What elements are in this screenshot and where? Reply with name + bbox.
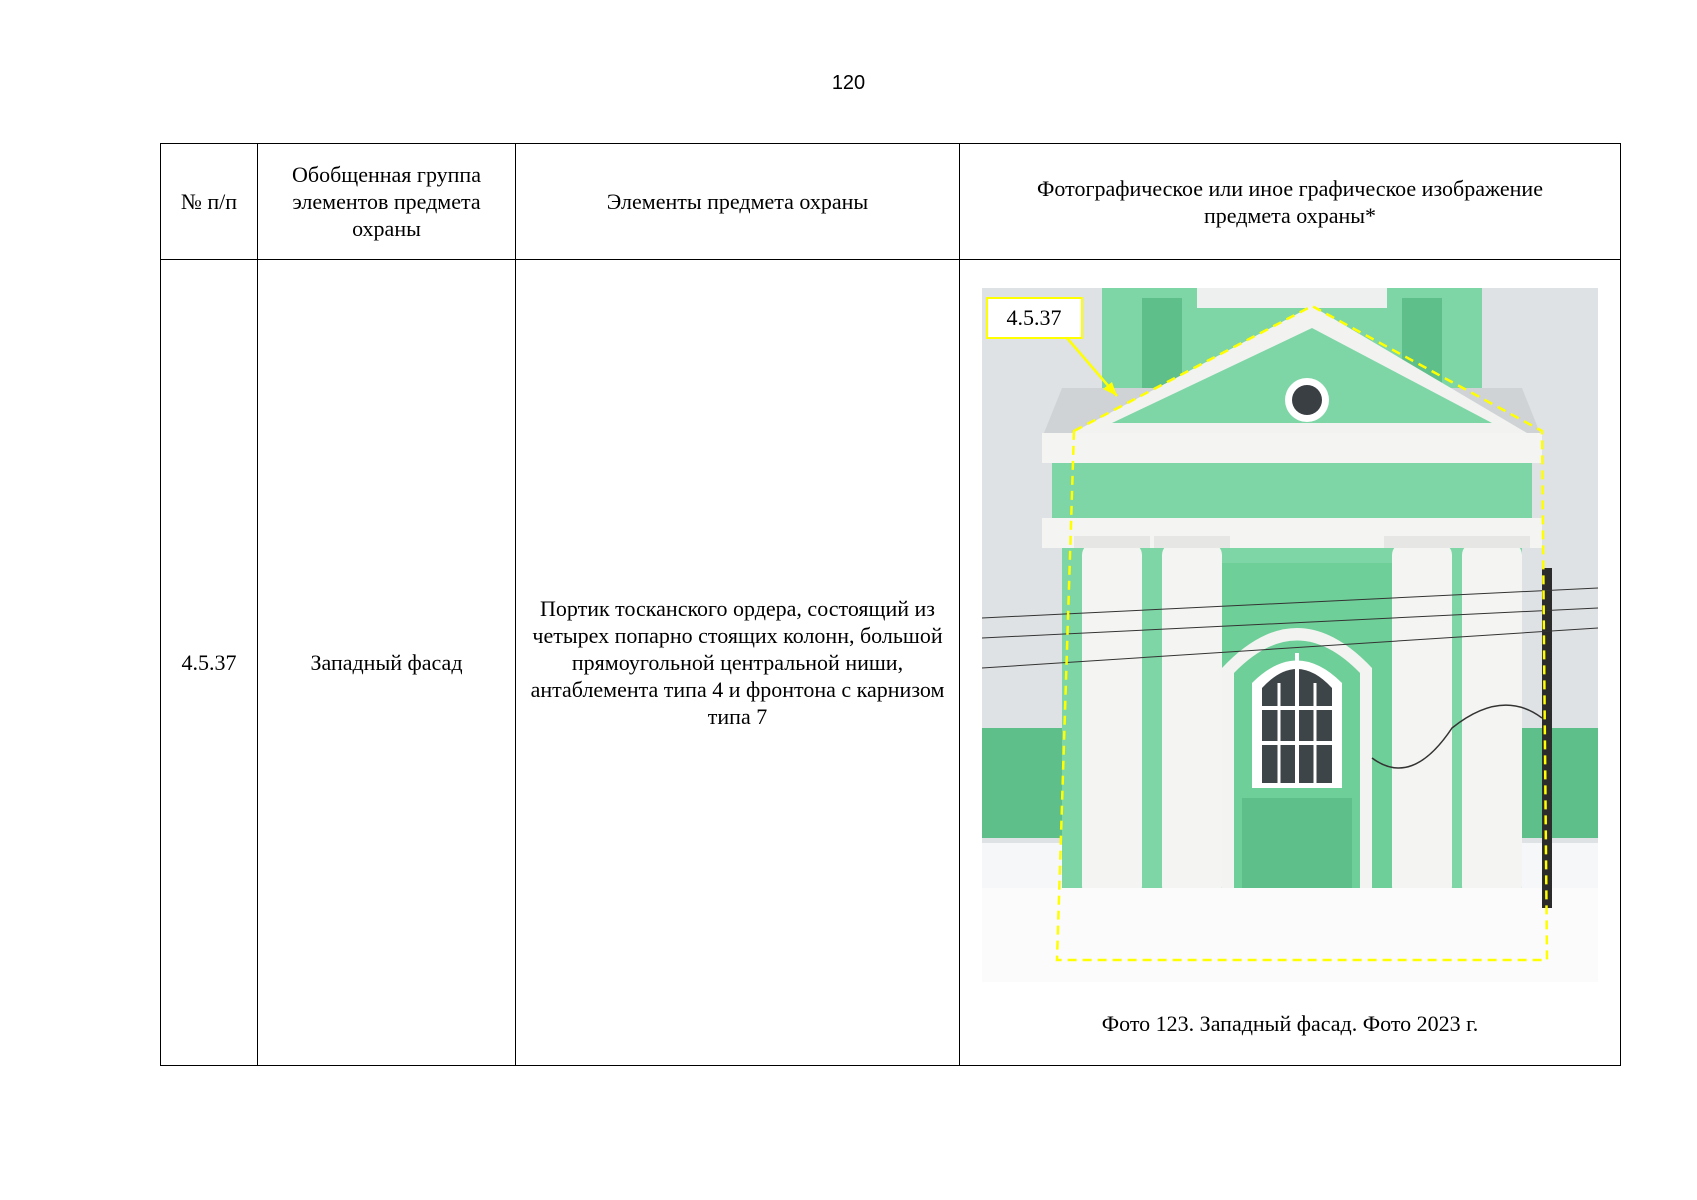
row-image-cell [960, 260, 1621, 1066]
page-number: 120 [831, 72, 866, 94]
protection-table [160, 143, 1621, 1066]
row-group: Западный фасад [258, 260, 516, 1066]
photo-label: 4.5.37 [1006, 305, 1062, 330]
header-elements: Элементы предмета охраны [516, 144, 960, 260]
header-image: Фотографическое или иное графическое изображение предмета охраны* [960, 144, 1621, 260]
facade-photo [982, 288, 1598, 982]
row-elements: Портик тосканского ордера, состоящий из четырех попарно стоящих колонн, большой прямоугольной центральной ниши, антаблемента типа 4 и фронтона с карнизом типа 7 [516, 260, 960, 1066]
header-num: № п/п [161, 144, 258, 260]
header-group: Обобщенная группа элементов предмета охраны [258, 144, 516, 260]
table-header-row [161, 144, 1621, 260]
row-num: 4.5.37 [161, 260, 258, 1066]
table-row [161, 260, 1621, 1066]
photo-caption: Фото 123. Западный фасад. Фото 2023 г. [1101, 1011, 1479, 1036]
